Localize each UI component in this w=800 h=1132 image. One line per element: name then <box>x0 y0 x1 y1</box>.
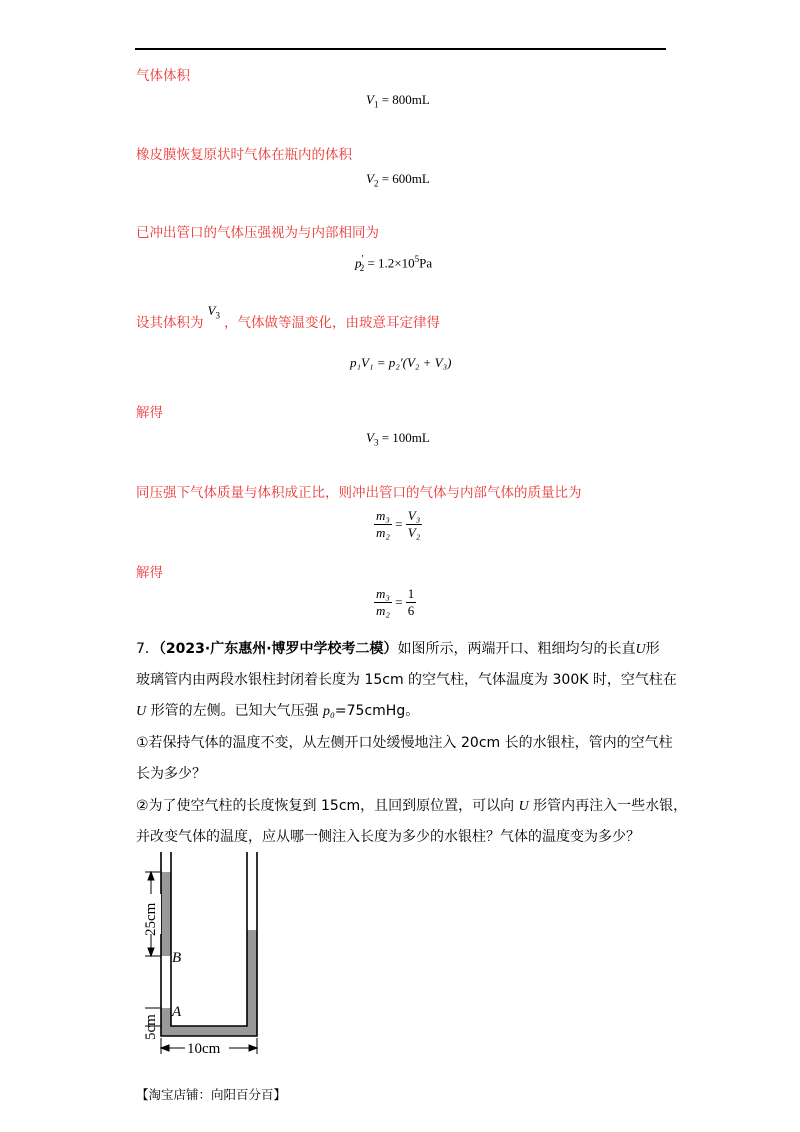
label-A: A <box>172 1004 182 1020</box>
equation-v2: $V_2 = 600mL$ <box>366 171 430 189</box>
header-rule <box>135 48 666 50</box>
mercury-right <box>247 930 257 1036</box>
solution-line-1: 气体体积 <box>136 68 190 84</box>
problem-line-3: U 形管的左侧。已知大气压强 p₀=75cmHg。 <box>136 703 420 719</box>
solution-line-5: 解得 <box>136 405 163 421</box>
mercury-bottom <box>161 1026 257 1036</box>
mercury-left-upper <box>161 872 171 956</box>
mercury-left-lower <box>161 1008 171 1026</box>
problem-line-2: 玻璃管内由两段水银柱封闭着长度为 15cm 的空气柱，气体温度为 300K 时，空气柱在 <box>136 672 677 688</box>
question-2-line-1: ②为了使空气柱的长度恢复到 15cm，且回到原位置，可以向 U 形管内再注入一些水银， <box>136 798 688 814</box>
solution-line-2: 橡皮膜恢复原状时气体在瓶内的体积 <box>136 147 352 163</box>
solution-line-7: 解得 <box>136 565 163 581</box>
question-1-line-1: ①若保持气体的温度不变，从左侧开口处缓慢地注入 20cm 长的水银柱，管内的空气柱 <box>136 735 673 751</box>
equation-mass-ratio: $\frac{\text{m₃}}{\text{m₂}}$ = $\frac{\text{V₃}}{\text{V₂}}$ <box>376 508 421 540</box>
equation-p2: $p'_2 = 1.2\times 10^5Pa$ <box>355 254 433 273</box>
label-B: B <box>172 950 182 966</box>
question-1-line-2: 长为多少？ <box>136 766 206 782</box>
equation-v1: $V_1 = 800mL$ <box>366 92 430 110</box>
solution-line-3: 已冲出管口的气体压强视为与内部相同为 <box>136 225 379 241</box>
u-tube-figure <box>125 850 275 1060</box>
equation-boyle: p₁V₁ = p₂′(V₂ + V₃) <box>350 355 452 370</box>
solution-line-4: 设其体积为$V_3$ ，气体做等温变化，由玻意耳定律得 <box>136 303 440 331</box>
solution-line-6: 同压强下气体质量与体积成正比，则冲出管口的气体与内部气体的质量比为 <box>136 485 582 501</box>
problem-line-1: 7．（2023·广东惠州·博罗中学校考二模）如图所示，两端开口、粗细均匀的长直U形 <box>136 641 660 657</box>
label-10cm: 10cm <box>187 1041 221 1057</box>
label-25cm: 25cm <box>143 902 159 936</box>
equation-v3: $V_3 = 100mL$ <box>366 430 430 448</box>
equation-mass-result: $\frac{\text{m₃}}{\text{m₂}}$ = $\frac{1}{6}$ <box>376 586 415 618</box>
inline-v3: $V_3$ <box>207 303 220 321</box>
label-5cm: 5cm <box>143 1014 159 1040</box>
footer-shop: 【淘宝店铺：向阳百分百】 <box>136 1087 287 1102</box>
question-2-line-2: 并改变气体的温度，应从哪一侧注入长度为多少的水银柱？气体的温度变为多少？ <box>136 829 640 845</box>
